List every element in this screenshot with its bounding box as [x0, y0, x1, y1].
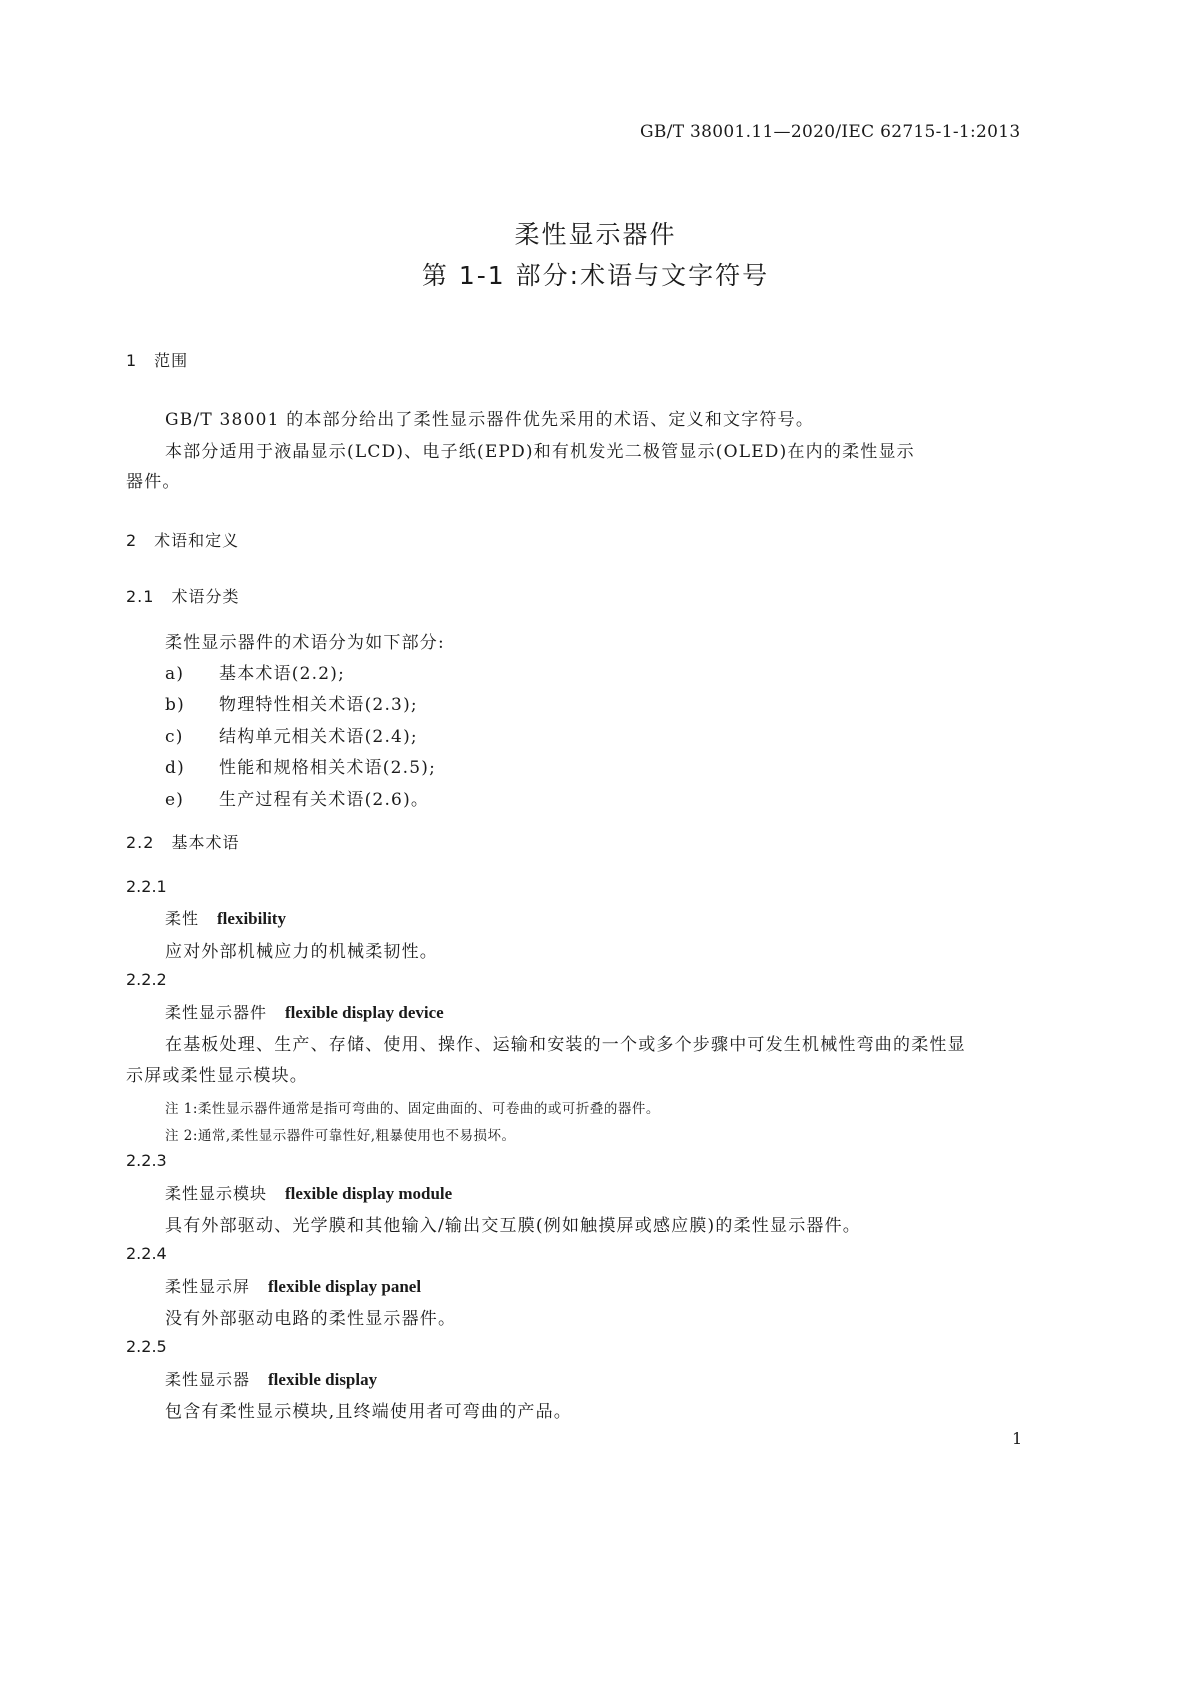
term-title: 柔性显示器件 flexible display device: [165, 1003, 444, 1022]
list-item: c) 结构单元相关术语(2.4);: [165, 727, 418, 747]
term-number: 2.2.3: [126, 1151, 167, 1170]
section-2-2-heading: 2.2 基本术语: [126, 833, 240, 852]
term-definition: 应对外部机械应力的机械柔韧性。: [165, 942, 438, 962]
list-item: a) 基本术语(2.2);: [165, 664, 346, 684]
term-title: 柔性显示屏 flexible display panel: [165, 1277, 422, 1296]
section-2-1-heading: 2.1 术语分类: [126, 587, 240, 606]
standard-number-header: GB/T 38001.11—2020/IEC 62715-1-1:2013: [640, 122, 1021, 142]
document-subtitle: 第 1-1 部分:术语与文字符号: [421, 261, 770, 290]
term-number: 2.2.1: [126, 877, 167, 896]
term-number: 2.2.2: [126, 970, 167, 989]
term-title: 柔性 flexibility: [165, 909, 286, 928]
term-note: 注 1:柔性显示器件通常是指可弯曲的、固定曲面的、可卷曲的或可折叠的器件。: [165, 1101, 660, 1117]
term-title: 柔性显示模块 flexible display module: [165, 1184, 453, 1203]
term-definition-cont: 示屏或柔性显示模块。: [126, 1066, 308, 1086]
page-number: 1: [1012, 1429, 1024, 1448]
term-note: 注 2:通常,柔性显示器件可靠性好,粗暴使用也不易损坏。: [165, 1128, 516, 1144]
section-1-paragraph-2: 本部分适用于液晶显示(LCD)、电子纸(EPD)和有机发光二极管显示(OLED)在内的柔性显示: [165, 442, 915, 462]
classification-intro: 柔性显示器件的术语分为如下部分:: [165, 633, 445, 653]
section-1-heading: 1 范围: [126, 351, 189, 370]
section-1-paragraph-1: GB/T 38001 的本部分给出了柔性显示器件优先采用的术语、定义和文字符号。: [165, 410, 815, 430]
term-definition: 包含有柔性显示模块,且终端使用者可弯曲的产品。: [165, 1402, 573, 1422]
list-item: b) 物理特性相关术语(2.3);: [165, 695, 418, 715]
list-item: e) 生产过程有关术语(2.6)。: [165, 790, 430, 810]
term-number: 2.2.5: [126, 1337, 167, 1356]
section-2-heading: 2 术语和定义: [126, 531, 240, 550]
term-definition: 具有外部驱动、光学膜和其他输入/输出交互膜(例如触摸屏或感应膜)的柔性显示器件。: [165, 1216, 861, 1236]
term-definition: 在基板处理、生产、存储、使用、操作、运输和安装的一个或多个步骤中可发生机械性弯曲的柔性显: [165, 1035, 966, 1055]
list-item: d) 性能和规格相关术语(2.5);: [165, 758, 437, 778]
document-title: 柔性显示器件: [514, 220, 677, 249]
section-1-paragraph-2-cont: 器件。: [126, 472, 181, 492]
term-definition: 没有外部驱动电路的柔性显示器件。: [165, 1309, 457, 1329]
term-number: 2.2.4: [126, 1244, 167, 1263]
term-title: 柔性显示器 flexible display: [165, 1370, 378, 1389]
